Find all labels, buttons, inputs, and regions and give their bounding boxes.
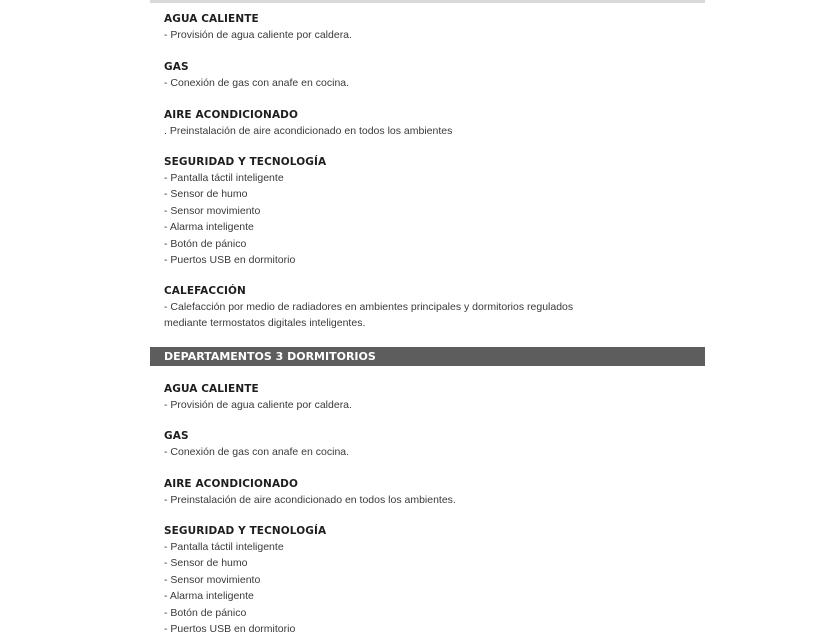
s2-gas-heading: GAS: [164, 61, 189, 73]
s3-seguridad-block: [164, 523, 704, 637]
s3-seguridad-item: - Botón de pánico: [164, 606, 247, 619]
s2-seguridad-item: - Sensor de humo: [164, 188, 248, 201]
s3-agua-heading: AGUA CALIENTE: [164, 383, 259, 395]
top-divider: [150, 0, 705, 3]
s3-gas-block: [164, 428, 704, 460]
s3-aire-item: - Preinstalación de aire acondicionado en todos los ambientes.: [164, 494, 456, 506]
s2-aire-heading: AIRE ACONDICIONADO: [164, 109, 299, 121]
s2-calefaccion-block: [164, 283, 704, 332]
s2-seguridad-item: - Sensor movimiento: [164, 204, 261, 217]
s2-gas-item: - Conexión de gas con anafe en cocina.: [164, 77, 350, 89]
s2-seguridad-item: - Pantalla táctil inteligente: [164, 172, 284, 184]
s2-aire-block: [164, 107, 704, 139]
s2-seguridad-item: - Puertos USB en dormitorio: [164, 254, 296, 267]
s3-agua-block: [164, 381, 704, 413]
s2-gas-block: [164, 59, 704, 91]
s2-calefaccion-heading: CALEFACCIÓN: [164, 285, 246, 297]
s3-agua-item: - Provisión de agua caliente por caldera.: [164, 399, 352, 411]
s2-seguridad-heading: SEGURIDAD Y TECNOLOGÍA: [164, 156, 327, 168]
section-title: DEPARTAMENTOS 3 DORMITORIOS: [164, 350, 376, 363]
s2-agua-item: - Provisión de agua caliente por caldera.: [164, 29, 352, 41]
s3-seguridad-item: - Pantalla táctil inteligente: [164, 541, 284, 553]
s3-aire-block: [164, 476, 704, 508]
s2-agua-heading: AGUA CALIENTE: [164, 13, 259, 25]
s3-seguridad-item: - Sensor de humo: [164, 557, 248, 570]
s2-seguridad-item: - Botón de pánico: [164, 237, 247, 250]
s2-calefaccion-line: - Calefacción por medio de radiadores en ambientes principales y dormitorios regulados: [164, 301, 574, 313]
s2-calefaccion-line: mediante termostatos digitales inteligentes.: [164, 317, 366, 330]
s3-aire-heading: AIRE ACONDICIONADO: [164, 478, 299, 490]
s3-seguridad-item: - Sensor movimiento: [164, 573, 261, 586]
section-header-3-dormitorios: [150, 347, 705, 366]
s3-seguridad-heading: SEGURIDAD Y TECNOLOGÍA: [164, 525, 327, 537]
s3-gas-item: - Conexión de gas con anafe en cocina.: [164, 446, 350, 458]
s3-seguridad-item: - Alarma inteligente: [164, 590, 254, 603]
s3-seguridad-item: - Puertos USB en dormitorio: [164, 623, 296, 636]
s2-agua-block: [164, 11, 704, 43]
s3-gas-heading: GAS: [164, 430, 189, 442]
s2-aire-item: . Preinstalación de aire acondicionado en todos los ambientes: [164, 125, 453, 137]
s2-seguridad-item: - Alarma inteligente: [164, 221, 254, 234]
s2-seguridad-block: [164, 154, 704, 268]
